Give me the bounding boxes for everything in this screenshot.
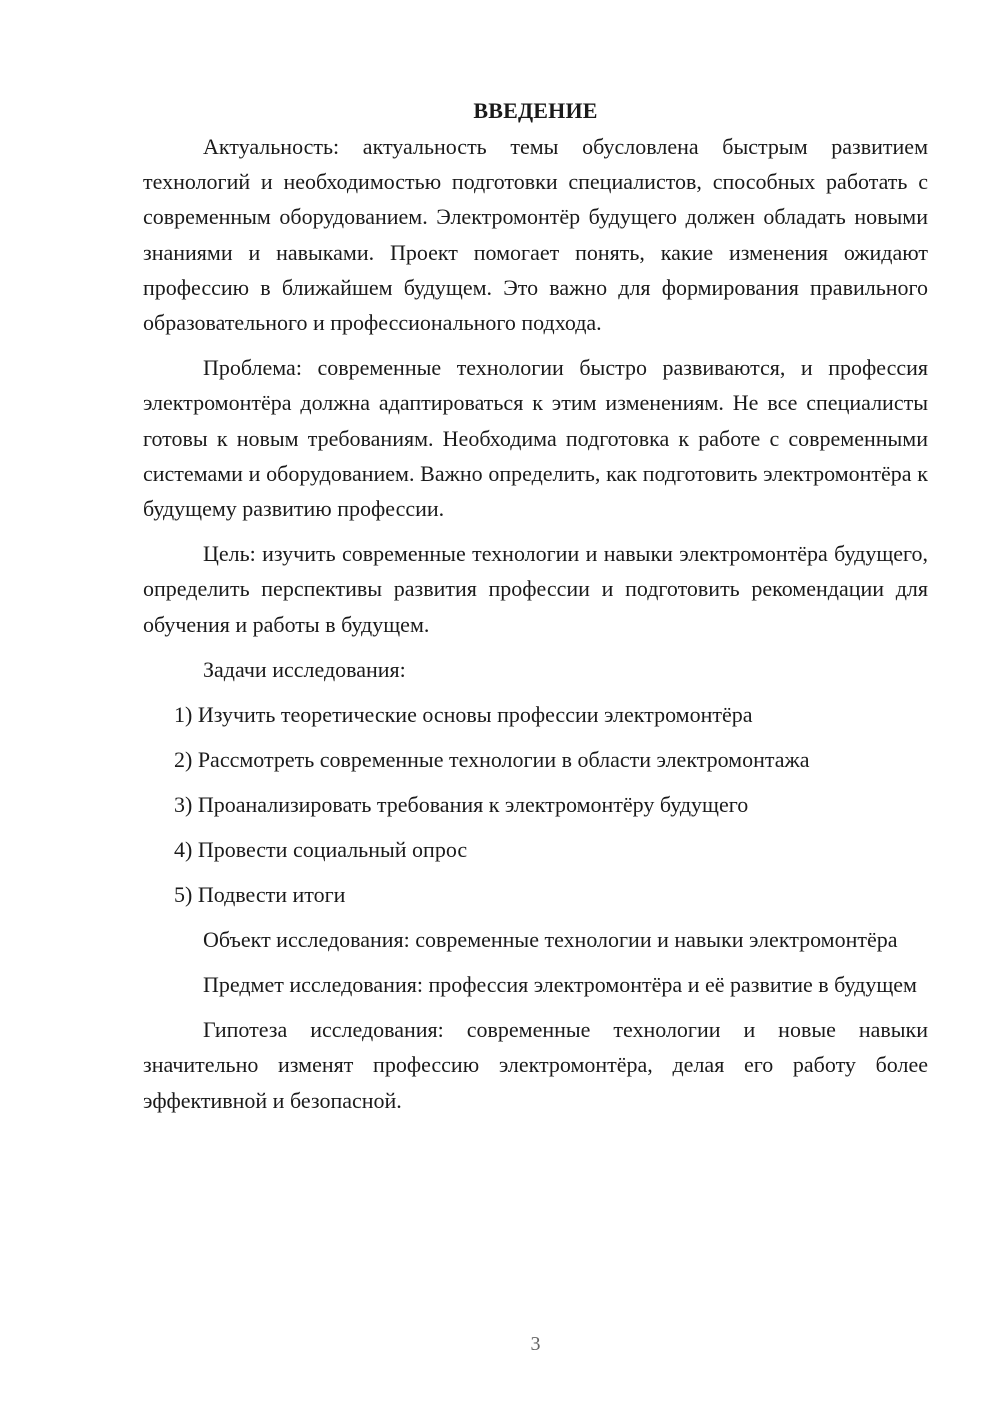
section-heading: ВВЕДЕНИЕ [473, 98, 598, 123]
paragraph-subject: Предмет исследования: профессия электромонтёра и её развитие в будущем [203, 972, 917, 998]
task-item: 4) Провести социальный опрос [174, 836, 468, 862]
paragraph-hypothesis: Гипотеза исследования: современные технологии и новые навыки значительно изменят профессию электромонтёра, делая его работу более эффективной и безопасной. [143, 1017, 928, 1113]
task-item: 1) Изучить теоретические основы профессии электромонтёра [174, 701, 753, 727]
task-item: 3) Проанализировать требования к электромонтёру будущего [174, 791, 749, 817]
page-number: 3 [530, 1333, 541, 1355]
tasks-title: Задачи исследования: [203, 656, 406, 682]
task-item: 2) Рассмотреть современные технологии в области электромонтажа [174, 746, 810, 772]
tasks-list [143, 697, 928, 912]
paragraph-object: Объект исследования: современные технологии и навыки электромонтёра [203, 926, 898, 952]
task-item: 5) Подвести итоги [174, 881, 346, 907]
paragraph-goal: Цель: изучить современные технологии и навыки электромонтёра будущего, определить перспективы развития профессии и подготовить рекомендации для обучения и работы в будущем. [143, 541, 928, 637]
page-content [143, 94, 928, 1128]
paragraph-problem: Проблема: современные технологии быстро развиваются, и профессия электромонтёра должна адаптироваться к этим изменениям. Не все специалисты готовы к новым требованиям. Необходима подготовка к работе с современными системами и оборудованием. Важно определить, как подготовить электромонтёра к будущему развитию профессии. [143, 355, 928, 522]
paragraph-relevance: Актуальность: актуальность темы обусловлена быстрым развитием технологий и необходимостью подготовки специалистов, способных работать с современным оборудованием. Электромонтёр будущего должен обладать новыми знаниями и навыками. Проект помогает понять, какие изменения ожидают профессию в ближайшем будущем. Это важно для формирования правильного образовательного и профессионального подхода. [143, 134, 928, 336]
